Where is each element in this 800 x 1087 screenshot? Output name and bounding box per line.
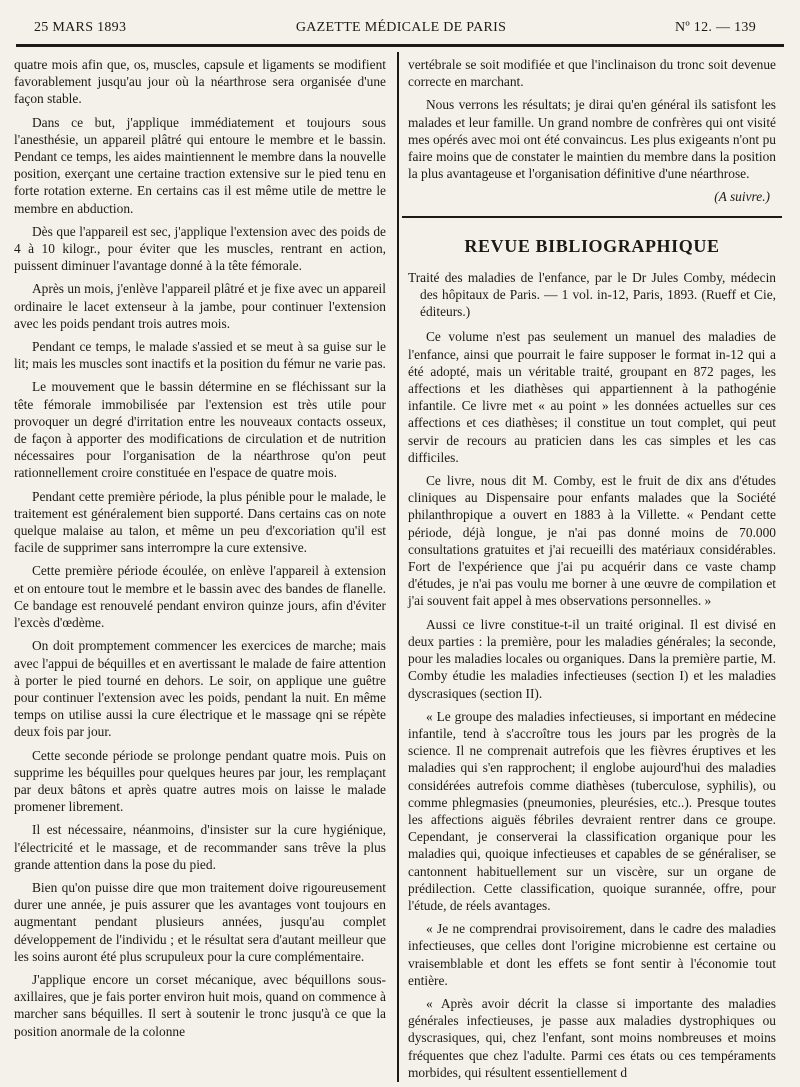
paragraph: Ce volume n'est pas seulement un manuel des maladies de l'enfance, ainsi que pourrait le faire supposer le format in-12 qui a été adopté, mais un véritable traité, groupant en 872 pages, les affections et les diathèses qui appartiennent à la pathogénie infantile. Ce livre met « au point » les données actuelles sur ces affections et ces diathèses; il constitue un tout complet, qui peut servir de recours au praticien dans les cas simples et les cas difficiles. bbox=[408, 329, 776, 465]
paragraph: Dès que l'appareil est sec, j'applique l'extension avec des poids de 4 à 10 kilogr., pour éviter que les muscles, rentrant en action, puissent diminuer l'avantage donné à la tête fémorale. bbox=[14, 223, 386, 274]
paragraph: On doit promptement commencer les exercices de marche; mais avec l'appui de béquilles et en avertissant le malade de faire attention à porter le pied tourné en dehors. Le soir, on applique une guêtre pour continuer l'extension avec les poids, pendant la nuit. En même temps on utilise aussi la cure électrique et le massage qni se répète deux fois par jour. bbox=[14, 638, 386, 740]
paragraph: J'applique encore un corset mécanique, avec béquillons sous-axillaires, que je fais porter environ huit mois, quand on commence à marcher sans béquilles. Il sert à soutenir le tronc jusqu'à ce que la position anormale de la colonne bbox=[14, 971, 386, 1039]
header-rule bbox=[16, 44, 784, 47]
paragraph: Pendant ce temps, le malade s'assied et se meut à sa guise sur le lit; mais les muscles sont inactifs et la position du fémur ne varie pas. bbox=[14, 339, 386, 372]
paragraph: Nous verrons les résultats; je dirai qu'en général ils satisfont les malades et leur famille. Un grand nombre de confrères qui ont visité mes opérés avec moi ont été convaincus. Les plus exigeants n'ont pu faire moins que de constater le maintien du membre dans la position la plus avantageuse et l'organisation définitive d'une néarthrose. bbox=[408, 97, 776, 182]
paragraph: Dans ce but, j'applique immédiatement et toujours sous l'anesthésie, un appareil plâtré qui entoure le membre et le bassin. Pendant ce temps, les aides maintiennent le membre dans la nouvelle position, exerçant une certaine traction extensive sur le pied tenu en forte rotation externe. En certains cas il est même utile de mettre le membre en abduction. bbox=[14, 114, 386, 216]
issue-page-number: Nº 12. — 139 bbox=[674, 20, 756, 35]
section-separator bbox=[402, 216, 782, 218]
paragraph: Ce livre, nous dit M. Comby, est le fruit de dix ans d'études cliniques au Dispensaire pour enfants malades que la Société philanthropique a ouvert en 1883 à la Villette. « Pendant cette période, déjà longue, je n'ai pas donné moins de 70.000 consultations gratuites et j'ai recueilli des matériaux considérables. Fort de l'expérience que j'ai pu acquérir dans ce vaste champ d'études, je n'ai pas voulu me borner à une œuvre de compilation et j'ai souvent fait appel à mes observations personnelles. » bbox=[408, 473, 776, 609]
paragraph: Cette seconde période se prolonge pendant quatre mois. Puis on supprime les béquilles pour quelques heures par jour, les remplaçant par deux bâtons et après quatre autres mois on laisse le malade promener librement. bbox=[14, 747, 386, 815]
book-reference: Traité des maladies de l'enfance, par le Dr Jules Comby, médecin des hôpitaux de Paris. — 1 vol. in-12, Paris, 1893. (Rueff et Cie, éditeurs.) bbox=[408, 269, 776, 320]
paragraph: Aussi ce livre constitue-t-il un traité original. Il est divisé en deux parties : la première, pour les maladies générales; la seconde, pour les maladies locales ou organiques. Dans la première partie, M. Comby étudie les maladies infectieuses (section I) et les maladies dyscrasiques (section II). bbox=[408, 616, 776, 701]
paragraph: quatre mois afin que, os, muscles, capsule et ligaments se modifient favorablement jusqu'au jour où la néarthrose sera organisée d'une façon stable. bbox=[14, 57, 386, 107]
paragraph: Le mouvement que le bassin détermine en se fléchissant sur la tête fémorale immobilisée par l'extension est très utile pour provoquer un degré d'irritation entre les nouveaux contacts osseux, de façon à apporter des modifications de circulation et de nutrition nécessaires pour l'organisation de la néarthrose qu'on peut rationnellement croire constituée en l'espace de quatre mois. bbox=[14, 379, 386, 481]
journal-title: GAZETTE MÉDICALE DE PARIS bbox=[295, 20, 507, 35]
paragraph: Bien qu'on puisse dire que mon traitement doive rigoureusement durer une année, je puis assurer que les avantages vont toujours en augmentant pendant plusieurs années, jusqu'au complet développement de l'individu ; et le résultat sera d'autant meilleur que les soins auront été plus scrupuleux pour la cure complémentaire. bbox=[14, 879, 386, 964]
paragraph: « Après avoir décrit la classe si importante des maladies générales infectieuses, je passe aux maladies dystrophiques ou dyscrasiques, qui, chez l'enfant, sont moins nombreuses et moins fréquentes que chez l'adulte. Parmi ces états ou ces tempéraments morbides, qui résultent essentiellement d bbox=[408, 995, 776, 1080]
section-title: REVUE BIBLIOGRAPHIQUE bbox=[464, 235, 720, 256]
paragraph: « Le groupe des maladies infectieuses, si important en médecine infantile, tend à s'accroître tous les jours par les progrès de la science. Il ne comprenait autrefois que les fièvres éruptives et les maladies qui s'en rapprochent; il englobe aujourd'hui des maladies considérées autrefois comme diathèses (tuberculose, syphilis), ou comme phlegmasies (pneumonies, pleurésies, etc..). Presque toutes les affections aiguës fébriles devraient rentrer dans ce groupe. Cependant, je conserverai la classification organique pour les maladies qui, quoique infectieuses et capables de se généraliser, se cantonnent habituellement sur un viscère, sur un organe de prédilection. Cette classification, quoique surannée, offre, pour l'étude, de réels avantages. bbox=[408, 708, 776, 913]
page-header bbox=[16, 14, 786, 36]
paragraph: « Je ne comprendrai provisoirement, dans le cadre des maladies infectieuses, que celles dont l'origine microbienne est certaine ou vraisemblable et dont les effets se font sentir à l'économie tout entière. bbox=[408, 921, 776, 988]
paragraph: Pendant cette première période, la plus pénible pour le malade, le traitement est généralement bien supporté. Dans certains cas on note quelque malaise au talon, et même un peu d'excoriation qu'il est facile de supprimer sans interrompre la cure extensive. bbox=[14, 488, 386, 556]
column-divider bbox=[397, 52, 399, 1082]
paragraph: vertébrale se soit modifiée et que l'inclinaison du tronc soit devenue correcte en marchant. bbox=[408, 57, 776, 90]
paragraph: Cette première période écoulée, on enlève l'appareil à extension et on entoure tout le membre et le bassin avec des bandes de flanelle. Ce bandage est renouvelé pendant environ quinze jours, afin d'éviter l'excès d'œdème. bbox=[14, 563, 386, 631]
paragraph: Après un mois, j'enlève l'appareil plâtré et je fixe avec un appareil ordinaire le lacet extenseur à la jambe, pour continuer l'extension avec les poids pendant trois autres mois. bbox=[14, 281, 386, 331]
continued-note: (A suivre.) bbox=[714, 189, 770, 205]
paragraph: Il est nécessaire, néanmoins, d'insister sur la cure hygiénique, l'électricité et le massage, et de recommander sans trêve la plus grande attention dans la pose du pied. bbox=[14, 822, 386, 872]
right-column bbox=[408, 56, 776, 1087]
issue-date: 25 MARS 1893 bbox=[34, 20, 127, 35]
left-column bbox=[14, 56, 386, 1046]
